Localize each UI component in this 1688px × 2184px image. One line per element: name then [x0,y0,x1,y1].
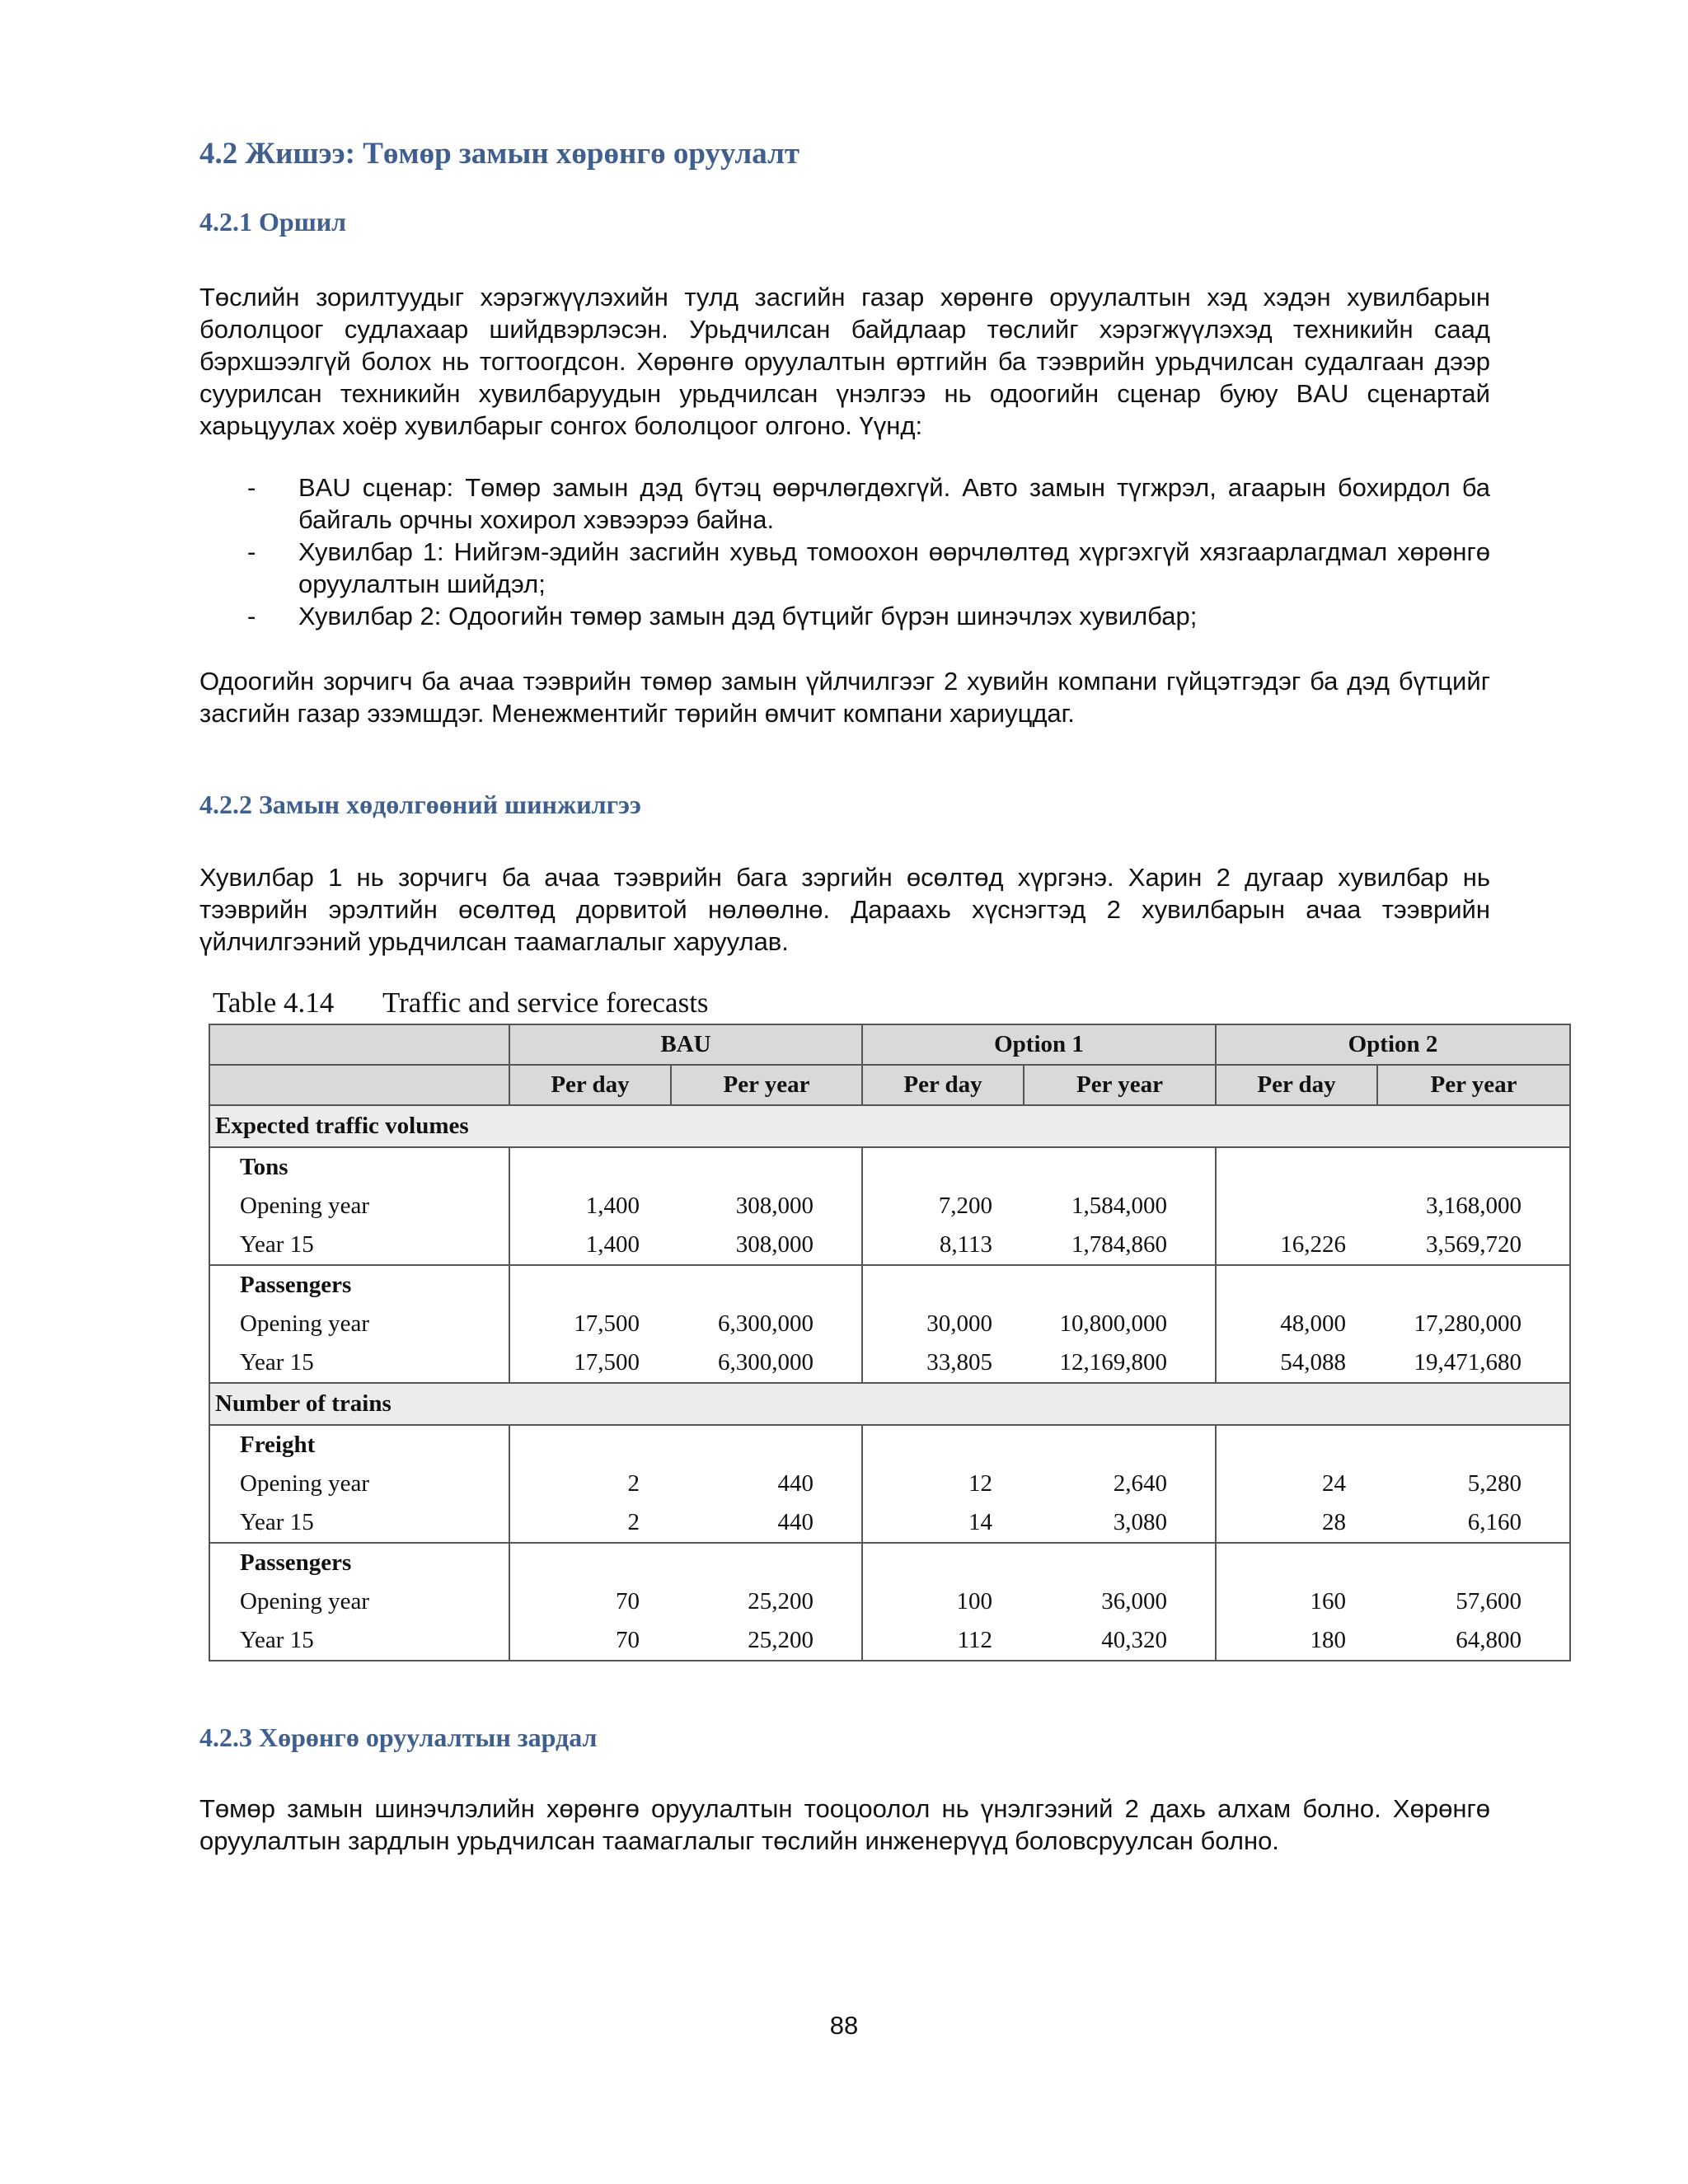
intro-paragraph: Төслийн зорилтуудыг хэрэгжүүлэхийн тулд засгийн газар хөрөнгө оруулалтын хэд хэдэн хувилбарын бололцоог судлахаар шийдвэрлэсэн. Урьдчилсан байдлаар төслийг хэрэгжүүлэхэд техникийн саад бэрхшээлгүй болох нь тогтоогдсон. Хөрөнгө оруулалтын өртгийн ба тээврийн урьдчилсан судалгаан дээр суурилсан техникийн хувилбаруудын урьдчилсан үнэлгээ нь одоогийн сценар буюу BAU сценартай харьцуулах хоёр хувилбарыг сонгох бололцоог олгоно. Үүнд: [199,283,1490,440]
table-cell: 6,160 [1377,1503,1570,1543]
table-cell [671,1425,862,1465]
table-cell: 30,000 [926,1310,993,1337]
table-cell: 70 [509,1621,671,1661]
table-cell: 2 [627,1509,640,1535]
table-cell [1024,1147,1216,1187]
table-cell: 1,784,860 [1024,1226,1216,1265]
table-cell [1377,1543,1570,1582]
table-cell [1216,1543,1377,1582]
table-cell: 180 [1216,1621,1377,1661]
column-header: Per year [1377,1065,1570,1105]
table-cell: 40,320 [1024,1621,1216,1661]
table-cell [1377,1425,1570,1465]
column-header: Per day [1216,1065,1377,1105]
table-row-label: Opening year [209,1187,509,1226]
table-section-row [209,1105,1570,1147]
column-group-header: Option 1 [862,1024,1216,1065]
table-group-row [209,1425,1570,1465]
table-cell: 440 [671,1465,862,1503]
column-header: Per year [1024,1065,1216,1105]
table-cell: 64,800 [1377,1621,1570,1661]
table-row [209,1187,1570,1226]
table-cell: 24 [1322,1470,1347,1497]
table-group-header-row [209,1024,1570,1065]
traffic-forecast-table [209,1024,1571,1661]
table-cell: 440 [671,1503,862,1543]
table-cell [509,1425,671,1465]
ownership-paragraph: Одоогийн зорчигч ба ачаа тээврийн төмөр замын үйлчилгээг 2 хувийн компани гүйцэтгэдэг ба дэд бүтцийг засгийн газар эзэмшдэг. Менежментийг төрийн өмчит компани хариуцдаг. [199,667,1490,728]
table-cell: 10,800,000 [1024,1305,1216,1343]
table-cell [671,1265,862,1305]
table-cell: 2 [627,1470,640,1497]
table-row-label: Opening year [209,1465,509,1503]
table-row [209,1582,1570,1621]
table-row [209,1465,1570,1503]
table-cell: 14 [968,1509,993,1535]
table-cell: 3,168,000 [1377,1187,1570,1226]
table-cell [862,1265,1024,1305]
table-row-label: Year 15 [209,1343,509,1383]
table-row-label: Year 15 [209,1503,509,1543]
investment-paragraph: Төмөр замын шинэчлэлийн хөрөнгө оруулалтын тооцоолол нь үнэлгээний 2 дахь алхам болно. Хөрөнгө оруулалтын зардлын урьдчилсан таамаглалыг төслийн инженерүүд боловсруулсан болно. [199,1794,1490,1855]
table-caption-number: Table 4.14 [213,987,335,1019]
table-cell: 25,200 [671,1621,862,1661]
column-header: Per day [509,1065,671,1105]
table-cell: 308,000 [671,1187,862,1226]
bullet-marker: - [247,537,256,566]
table-row [209,1503,1570,1543]
table-row-label: Year 15 [209,1621,509,1661]
table-cell: 70 [616,1588,640,1615]
table-cell: 7,200 [938,1193,993,1219]
table-subheader-row [209,1065,1570,1105]
traffic-paragraph: Хувилбар 1 нь зорчигч ба ачаа тээврийн бага зэргийн өсөлтөд хүргэнэ. Харин 2 дугаар хувилбар нь тээврийн эрэлтийн өсөлтөд дорвитой нөлөөлнө. Дараахь хүснэгтэд 2 хувилбарын ачаа тээврийн үйлчилгээний урьдчилсан таамаглалыг харуулав. [199,863,1490,956]
table-cell: 57,600 [1377,1582,1570,1621]
table-cell: 1,584,000 [1024,1187,1216,1226]
table-cell [1216,1147,1377,1187]
table-cell: 308,000 [671,1226,862,1265]
table-cell [1377,1147,1570,1187]
column-header: Per day [862,1065,1024,1105]
table-cell: 28 [1322,1509,1347,1535]
table-corner-cell [209,1024,509,1065]
list-item [199,471,1490,536]
table-group-label: Freight [209,1425,509,1465]
table-section-row [209,1383,1570,1425]
table-cell [862,1543,1024,1582]
table-group-label: Tons [209,1147,509,1187]
column-header: Per year [671,1065,862,1105]
table-cell [1024,1265,1216,1305]
column-group-header: Option 2 [1216,1024,1570,1065]
table-cell: 19,471,680 [1377,1343,1570,1383]
table-cell [1216,1265,1377,1305]
table-cell: 17,280,000 [1377,1305,1570,1343]
table-cell [1377,1265,1570,1305]
list-item [199,600,1490,632]
table-row [209,1621,1570,1661]
table-cell: 1,400 [585,1231,640,1258]
table-section-title: Number of trains [209,1383,1570,1425]
table-cell: 25,200 [671,1582,862,1621]
list-item-text: Хувилбар 1: Нийгэм-эдийн засгийн хувьд томоохон өөрчлөлтөд хүргэхгүй хязгаарлагдмал хөрөнгө оруулалтын шийдэл; [298,537,1490,598]
table-group-label: Passengers [209,1265,509,1305]
table-cell: 6,300,000 [671,1305,862,1343]
table-cell: 100 [956,1588,993,1615]
table-cell: 12 [968,1470,993,1497]
table-caption-title: Traffic and service forecasts [382,987,709,1019]
table-row [209,1305,1570,1343]
table-group-label: Passengers [209,1543,509,1582]
table-cell: 1,400 [585,1193,640,1219]
list-item-text: Хувилбар 2: Одоогийн төмөр замын дэд бүтцийг бүрэн шинэчлэх хувилбар; [298,602,1198,630]
page-number: 88 [829,2011,859,2040]
table-cell [671,1147,862,1187]
table-cell [671,1543,862,1582]
table-cell: 2,640 [1024,1465,1216,1503]
table-cell: 3,569,720 [1377,1226,1570,1265]
table-cell: 8,113 [939,1231,993,1258]
list-item-text: BAU сценар: Төмөр замын дэд бүтэц өөрчлөгдөхгүй. Авто замын түгжрэл, агаарын бохирдол ба байгаль орчны хохирол хэвээрээ байна. [298,473,1490,534]
table-cell: 17,500 [574,1310,640,1337]
table-row-label: Opening year [209,1305,509,1343]
table-cell: 48,000 [1280,1310,1347,1337]
table-body [209,1105,1570,1661]
table-cell: 112 [862,1621,1024,1661]
table-cell [509,1147,671,1187]
table-cell: 6,300,000 [671,1343,862,1383]
table-cell [509,1265,671,1305]
table-cell: 54,088 [1280,1349,1347,1376]
traffic-heading: 4.2.2 Замын хөдөлгөөний шинжилгээ [199,790,641,819]
table-corner-cell [209,1065,509,1105]
table-row-label: Opening year [209,1582,509,1621]
table-group-row [209,1147,1570,1187]
table-cell: 3,080 [1024,1503,1216,1543]
table-cell [509,1543,671,1582]
table-cell: 17,500 [574,1349,640,1376]
table-row [209,1226,1570,1265]
table-cell [1216,1425,1377,1465]
table-caption [213,987,709,1019]
table-cell: 5,280 [1377,1465,1570,1503]
section-title: 4.2 Жишээ: Төмөр замын хөрөнгө оруулалт [199,137,800,171]
table-row [209,1343,1570,1383]
table-cell [1216,1187,1377,1226]
table-row-label: Year 15 [209,1226,509,1265]
table-cell [862,1425,1024,1465]
table-cell [1024,1543,1216,1582]
table-cell: 36,000 [1024,1582,1216,1621]
table-group-row [209,1543,1570,1582]
table-cell [862,1147,1024,1187]
table-cell: 33,805 [926,1349,993,1376]
options-list [199,471,1490,632]
bullet-marker: - [247,602,256,630]
column-group-header: BAU [509,1024,862,1065]
intro-heading: 4.2.1 Оршил [199,207,347,237]
investment-heading: 4.2.3 Хөрөнгө оруулалтын зардал [199,1722,598,1752]
table-cell [1024,1425,1216,1465]
table-section-title: Expected traffic volumes [209,1105,1570,1147]
table-group-row [209,1265,1570,1305]
table-cell: 12,169,800 [1024,1343,1216,1383]
table-cell: 160 [1310,1588,1347,1615]
list-item [199,536,1490,600]
bullet-marker: - [247,473,256,502]
table-cell: 16,226 [1280,1231,1347,1258]
